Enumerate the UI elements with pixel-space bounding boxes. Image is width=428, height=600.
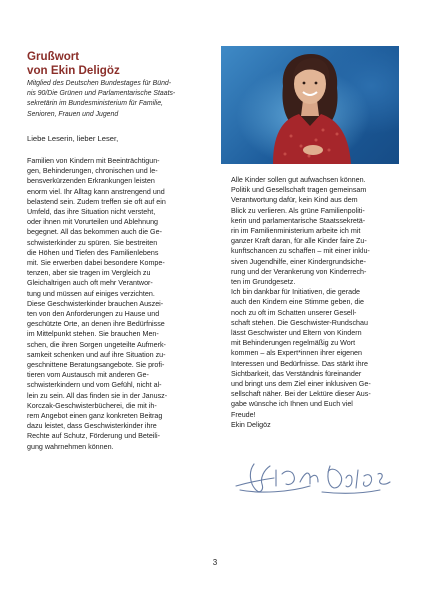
text-line: oder ihnen mit Vorurteilen und Ablehnung bbox=[27, 218, 159, 227]
author-name: Ekin Deligöz bbox=[231, 420, 271, 429]
text-line: dazu leistet, dass Geschwisterkinder ihre bbox=[27, 422, 157, 431]
affiliation-line: nis 90/Die Grünen und Parlamentarische Staats- bbox=[27, 90, 176, 98]
text-line: siven Jugendhilfe, einer Kindergrundsiche- bbox=[231, 257, 366, 266]
greeting-heading bbox=[27, 50, 207, 79]
text-line: Korczak-Geschwisterbücherei, die mit ih- bbox=[27, 401, 157, 410]
text-line: Umfeld, das ihre Situation nicht versteht, bbox=[27, 208, 156, 217]
affiliation-line: Mitglied des Deutschen Bundestages für Bünd- bbox=[27, 80, 172, 87]
page-number: 3 bbox=[212, 558, 218, 567]
text-line: schaft stehen. Die Geschwister-Rundschau bbox=[231, 318, 368, 327]
text-line: geschnittene Beratungsangebote. Sie profi- bbox=[27, 361, 165, 370]
affiliation-line: Senioren, Frauen und Jugend bbox=[27, 110, 119, 118]
text-line: Freude! bbox=[231, 410, 256, 419]
text-line: schen, die ihren Sorgen ungeteilte Aufmerk- bbox=[27, 340, 166, 349]
text-line: kerin und parlamentarische Staatssekretä- bbox=[231, 216, 366, 225]
text-line: Gleichaltrigen auch oft mehr Verantwor- bbox=[27, 279, 153, 288]
text-line: noch zu oft im Schatten unserer Gesell- bbox=[231, 308, 357, 317]
text-line: rin im Familienministerium arbeite ich mit bbox=[231, 227, 361, 236]
text-line: belastend sein. Zudem treffen sie oft auf ein bbox=[27, 197, 166, 206]
text-line: Alle Kinder sollen gut aufwachsen können. bbox=[231, 176, 366, 184]
text-line: Verantwortung dafür, kein Kind aus dem bbox=[231, 196, 358, 205]
text-line: lässt Geschwister und Eltern von Kindern bbox=[231, 329, 362, 338]
text-line: auch den Kindern eine Stimme geben, die bbox=[231, 298, 364, 307]
text-line: samkeit schenken und auf ihre Situation zu- bbox=[27, 350, 166, 359]
text-line: kommen – als Expert*innen ihrer eigenen bbox=[231, 349, 362, 358]
text-line: lein zu sein. All das finden sie in der Janusz- bbox=[27, 391, 168, 400]
signature-icon bbox=[230, 456, 402, 500]
text-line: gabe wünsche ich Ihnen und Euch viel bbox=[231, 400, 353, 409]
text-line: ganzer Kraft daran, für alle Kinder faire Zu- bbox=[231, 237, 367, 246]
text-line: und bringt uns dem Ziel einer inklusiven Ge- bbox=[231, 380, 371, 389]
affiliation-line: sekretärin im Bundesministerium für Familie, bbox=[27, 100, 163, 108]
text-line: schwisterkindern und vom Gefühl, nicht al- bbox=[27, 381, 162, 390]
text-line: mit. Sie erwerben dabei besondere Kompe- bbox=[27, 259, 165, 268]
text-line: kunftschancen zu schaffen – mit einer inklu- bbox=[231, 247, 370, 256]
text-line: enorm viel. Ihr Alltag kann anstrengend und bbox=[27, 187, 165, 196]
text-line: sellschaft näher. Bei der Lektüre dieser Aus- bbox=[231, 390, 371, 399]
text-line: Interessen und Bedürfnisse. Das stärkt ihre bbox=[231, 359, 368, 368]
author-affiliation bbox=[27, 79, 207, 120]
text-line: Politik und Gesellschaft tragen gemeinsam bbox=[231, 186, 367, 195]
text-line: tenzen, aber sie tragen im Vergleich zu bbox=[27, 269, 151, 278]
text-line: bensverkürzenden Erkrankungen leisten bbox=[27, 177, 155, 186]
text-line: im Mittelpunkt stehen. Sie brauchen Men- bbox=[27, 330, 159, 339]
text-line: tung und müssen auf einiges verzichten. bbox=[27, 289, 155, 298]
text-line: Familien von Kindern mit Beeinträchtigun- bbox=[27, 157, 160, 165]
text-line: ten im Grundgesetz. bbox=[231, 278, 296, 287]
text-line: ten von den Anforderungen zu Hause und bbox=[27, 310, 160, 319]
text-line: geschützte Orte, an denen ihre Bedürfnisse bbox=[27, 320, 165, 329]
text-line: begegnet. All das bekommen auch die Ge- bbox=[27, 228, 162, 237]
heading-title: Grußwort bbox=[27, 50, 80, 63]
body-column-right bbox=[231, 175, 401, 430]
text-line: tieren vom Austausch mit anderen Ge- bbox=[27, 371, 149, 380]
text-line: mit Behinderungen regelmäßig zu Wort bbox=[231, 339, 356, 348]
text-line: die Höhen und Tiefen des Familienlebens bbox=[27, 248, 159, 257]
salutation: Liebe Leserin, lieber Leser, bbox=[27, 134, 119, 143]
portrait-photo bbox=[221, 46, 399, 164]
text-line: Blick zu verlieren. Als grüne Familienpoliti- bbox=[231, 206, 365, 215]
heading-author: von Ekin Deligöz bbox=[27, 64, 120, 78]
body-column-left bbox=[27, 156, 213, 452]
handwritten-signature bbox=[230, 456, 402, 500]
text-line: Rechte auf Schutz, Förderung und Beteili- bbox=[27, 432, 160, 441]
text-line: schwisterkinder zu spüren. Sie bestreiten bbox=[27, 238, 158, 247]
text-line: gung wahrnehmen können. bbox=[27, 442, 114, 451]
text-line: Ich bin dankbar für Initiativen, die gerade bbox=[231, 288, 361, 297]
text-line: Diese Geschwisterkinder brauchen Auszei- bbox=[27, 299, 164, 308]
portrait-illustration bbox=[221, 46, 399, 164]
text-line: rung und der Verankerung von Kinderrech- bbox=[231, 267, 367, 276]
text-line: gen, Behinderungen, chronischen und le- bbox=[27, 167, 158, 176]
text-line: Sichtbarkeit, das Verständnis füreinander bbox=[231, 369, 362, 378]
text-line: rem Angebot einen ganz konkreten Beitrag bbox=[27, 412, 163, 421]
